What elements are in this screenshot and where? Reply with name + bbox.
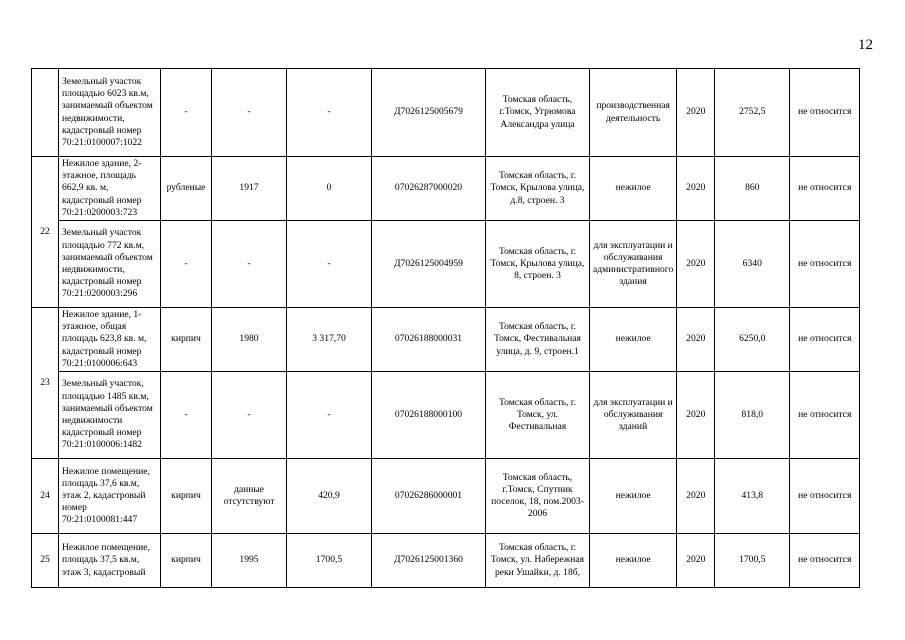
table-row xyxy=(32,534,860,588)
registration-year-cell: 2020 xyxy=(677,459,715,534)
area-cell: 2752,5 xyxy=(715,69,790,157)
material-cell: кирпич xyxy=(161,459,212,534)
purpose-cell: нежилое xyxy=(590,459,677,534)
table-row xyxy=(32,459,860,534)
purpose-cell: для эксплуатации и обслуживания административного здания xyxy=(590,221,677,308)
registration-year-cell: 2020 xyxy=(677,157,715,221)
year-built-cell: 1980 xyxy=(212,308,287,372)
inventory-number-cell: Д7026125005679 xyxy=(372,69,486,157)
object-description-cell: Нежилое помещение, площадь 37,6 кв.м, этаж 2, кадастровый номер 70:21:0100081:447 xyxy=(59,459,161,534)
material-cell: - xyxy=(161,372,212,459)
status-cell: не относится xyxy=(790,69,860,157)
purpose-cell: нежилое xyxy=(590,308,677,372)
material-cell: - xyxy=(161,221,212,308)
area-cell: 860 xyxy=(715,157,790,221)
object-description-cell: Нежилое здание, 2-этажное, площадь 662,9 кв. м, кадастровый номер 70:21:0200003:723 xyxy=(59,157,161,221)
area-cell: 6340 xyxy=(715,221,790,308)
object-description-cell: Нежилое здание, 1-этажное, общая площадь 623,8 кв. м, кадастровый номер 70:21:0100006:643 xyxy=(59,308,161,372)
address-cell: Томская область, г.Томск, Спутник поселок, 18, пом.2003-2006 xyxy=(486,459,590,534)
registration-year-cell: 2020 xyxy=(677,308,715,372)
object-description-cell: Нежилое помещение, площадь 37,5 кв.м, этаж 3, кадастровый xyxy=(59,534,161,588)
page-number: 12 xyxy=(858,37,873,53)
address-cell: Томская область, г. Томск, Крылова улица, д.8, строен. 3 xyxy=(486,157,590,221)
status-cell: не относится xyxy=(790,372,860,459)
status-cell: не относится xyxy=(790,157,860,221)
status-cell: не относится xyxy=(790,221,860,308)
row-number-cell xyxy=(32,69,59,157)
table-row xyxy=(32,308,860,372)
material-cell: рубленые xyxy=(161,157,212,221)
table-row xyxy=(32,69,860,157)
address-cell: Томская область, г. Томск, Фестивальная улица, д. 9, строен.1 xyxy=(486,308,590,372)
inventory-number-cell: 07026188000031 xyxy=(372,308,486,372)
year-built-cell: 1917 xyxy=(212,157,287,221)
value-cell: - xyxy=(287,69,372,157)
registration-year-cell: 2020 xyxy=(677,534,715,588)
row-number-cell: 22 xyxy=(32,157,59,308)
registration-year-cell: 2020 xyxy=(677,69,715,157)
material-cell: кирпич xyxy=(161,534,212,588)
value-cell: 420,9 xyxy=(287,459,372,534)
row-number-cell: 24 xyxy=(32,459,59,534)
address-cell: Томская область, г.Томск, Угрюмова Александра улица xyxy=(486,69,590,157)
purpose-cell: для эксплуатации и обслуживания зданий xyxy=(590,372,677,459)
purpose-cell: производственная деятельность xyxy=(590,69,677,157)
registration-year-cell: 2020 xyxy=(677,221,715,308)
value-cell: 0 xyxy=(287,157,372,221)
area-cell: 1700,5 xyxy=(715,534,790,588)
table-row xyxy=(32,157,860,221)
area-cell: 818,0 xyxy=(715,372,790,459)
year-built-cell: данные отсутствуют xyxy=(212,459,287,534)
year-built-cell: - xyxy=(212,221,287,308)
row-number-cell: 25 xyxy=(32,534,59,588)
inventory-number-cell: 07026287000020 xyxy=(372,157,486,221)
year-built-cell: - xyxy=(212,69,287,157)
year-built-cell: - xyxy=(212,372,287,459)
year-built-cell: 1995 xyxy=(212,534,287,588)
value-cell: - xyxy=(287,372,372,459)
address-cell: Томская область, г. Томск, Крылова улица, 8, строен. 3 xyxy=(486,221,590,308)
purpose-cell: нежилое xyxy=(590,534,677,588)
area-cell: 413,8 xyxy=(715,459,790,534)
inventory-number-cell: Д7026125001360 xyxy=(372,534,486,588)
inventory-number-cell: 07026286000001 xyxy=(372,459,486,534)
table-row xyxy=(32,372,860,459)
inventory-number-cell: 07026188000100 xyxy=(372,372,486,459)
value-cell: 3 317,70 xyxy=(287,308,372,372)
status-cell: не относится xyxy=(790,459,860,534)
address-cell: Томская область, г. Томск, ул. Фестивальная xyxy=(486,372,590,459)
value-cell: - xyxy=(287,221,372,308)
material-cell: кирпич xyxy=(161,308,212,372)
material-cell: - xyxy=(161,69,212,157)
object-description-cell: Земельный участок, площадью 1485 кв.м, занимаемый объектом недвижимости кадастровый номер 70:21:0100006:1482 xyxy=(59,372,161,459)
registration-year-cell: 2020 xyxy=(677,372,715,459)
status-cell: не относится xyxy=(790,308,860,372)
address-cell: Томская область, г. Томск, ул. Набережная реки Ушайки, д. 18б, xyxy=(486,534,590,588)
table-row xyxy=(32,221,860,308)
status-cell: не относится xyxy=(790,534,860,588)
object-description-cell: Земельный участок площадью 6023 кв.м, занимаемый объектом недвижимости, кадастровый номер 70:21:0100007:1022 xyxy=(59,69,161,157)
inventory-number-cell: Д7026125004959 xyxy=(372,221,486,308)
purpose-cell: нежилое xyxy=(590,157,677,221)
row-number-cell: 23 xyxy=(32,308,59,459)
object-description-cell: Земельный участок площадью 772 кв.м, занимаемый объектом недвижимости, кадастровый номер 70:21:0200003:296 xyxy=(59,221,161,308)
value-cell: 1700,5 xyxy=(287,534,372,588)
area-cell: 6250,0 xyxy=(715,308,790,372)
property-registry-table xyxy=(31,68,860,588)
